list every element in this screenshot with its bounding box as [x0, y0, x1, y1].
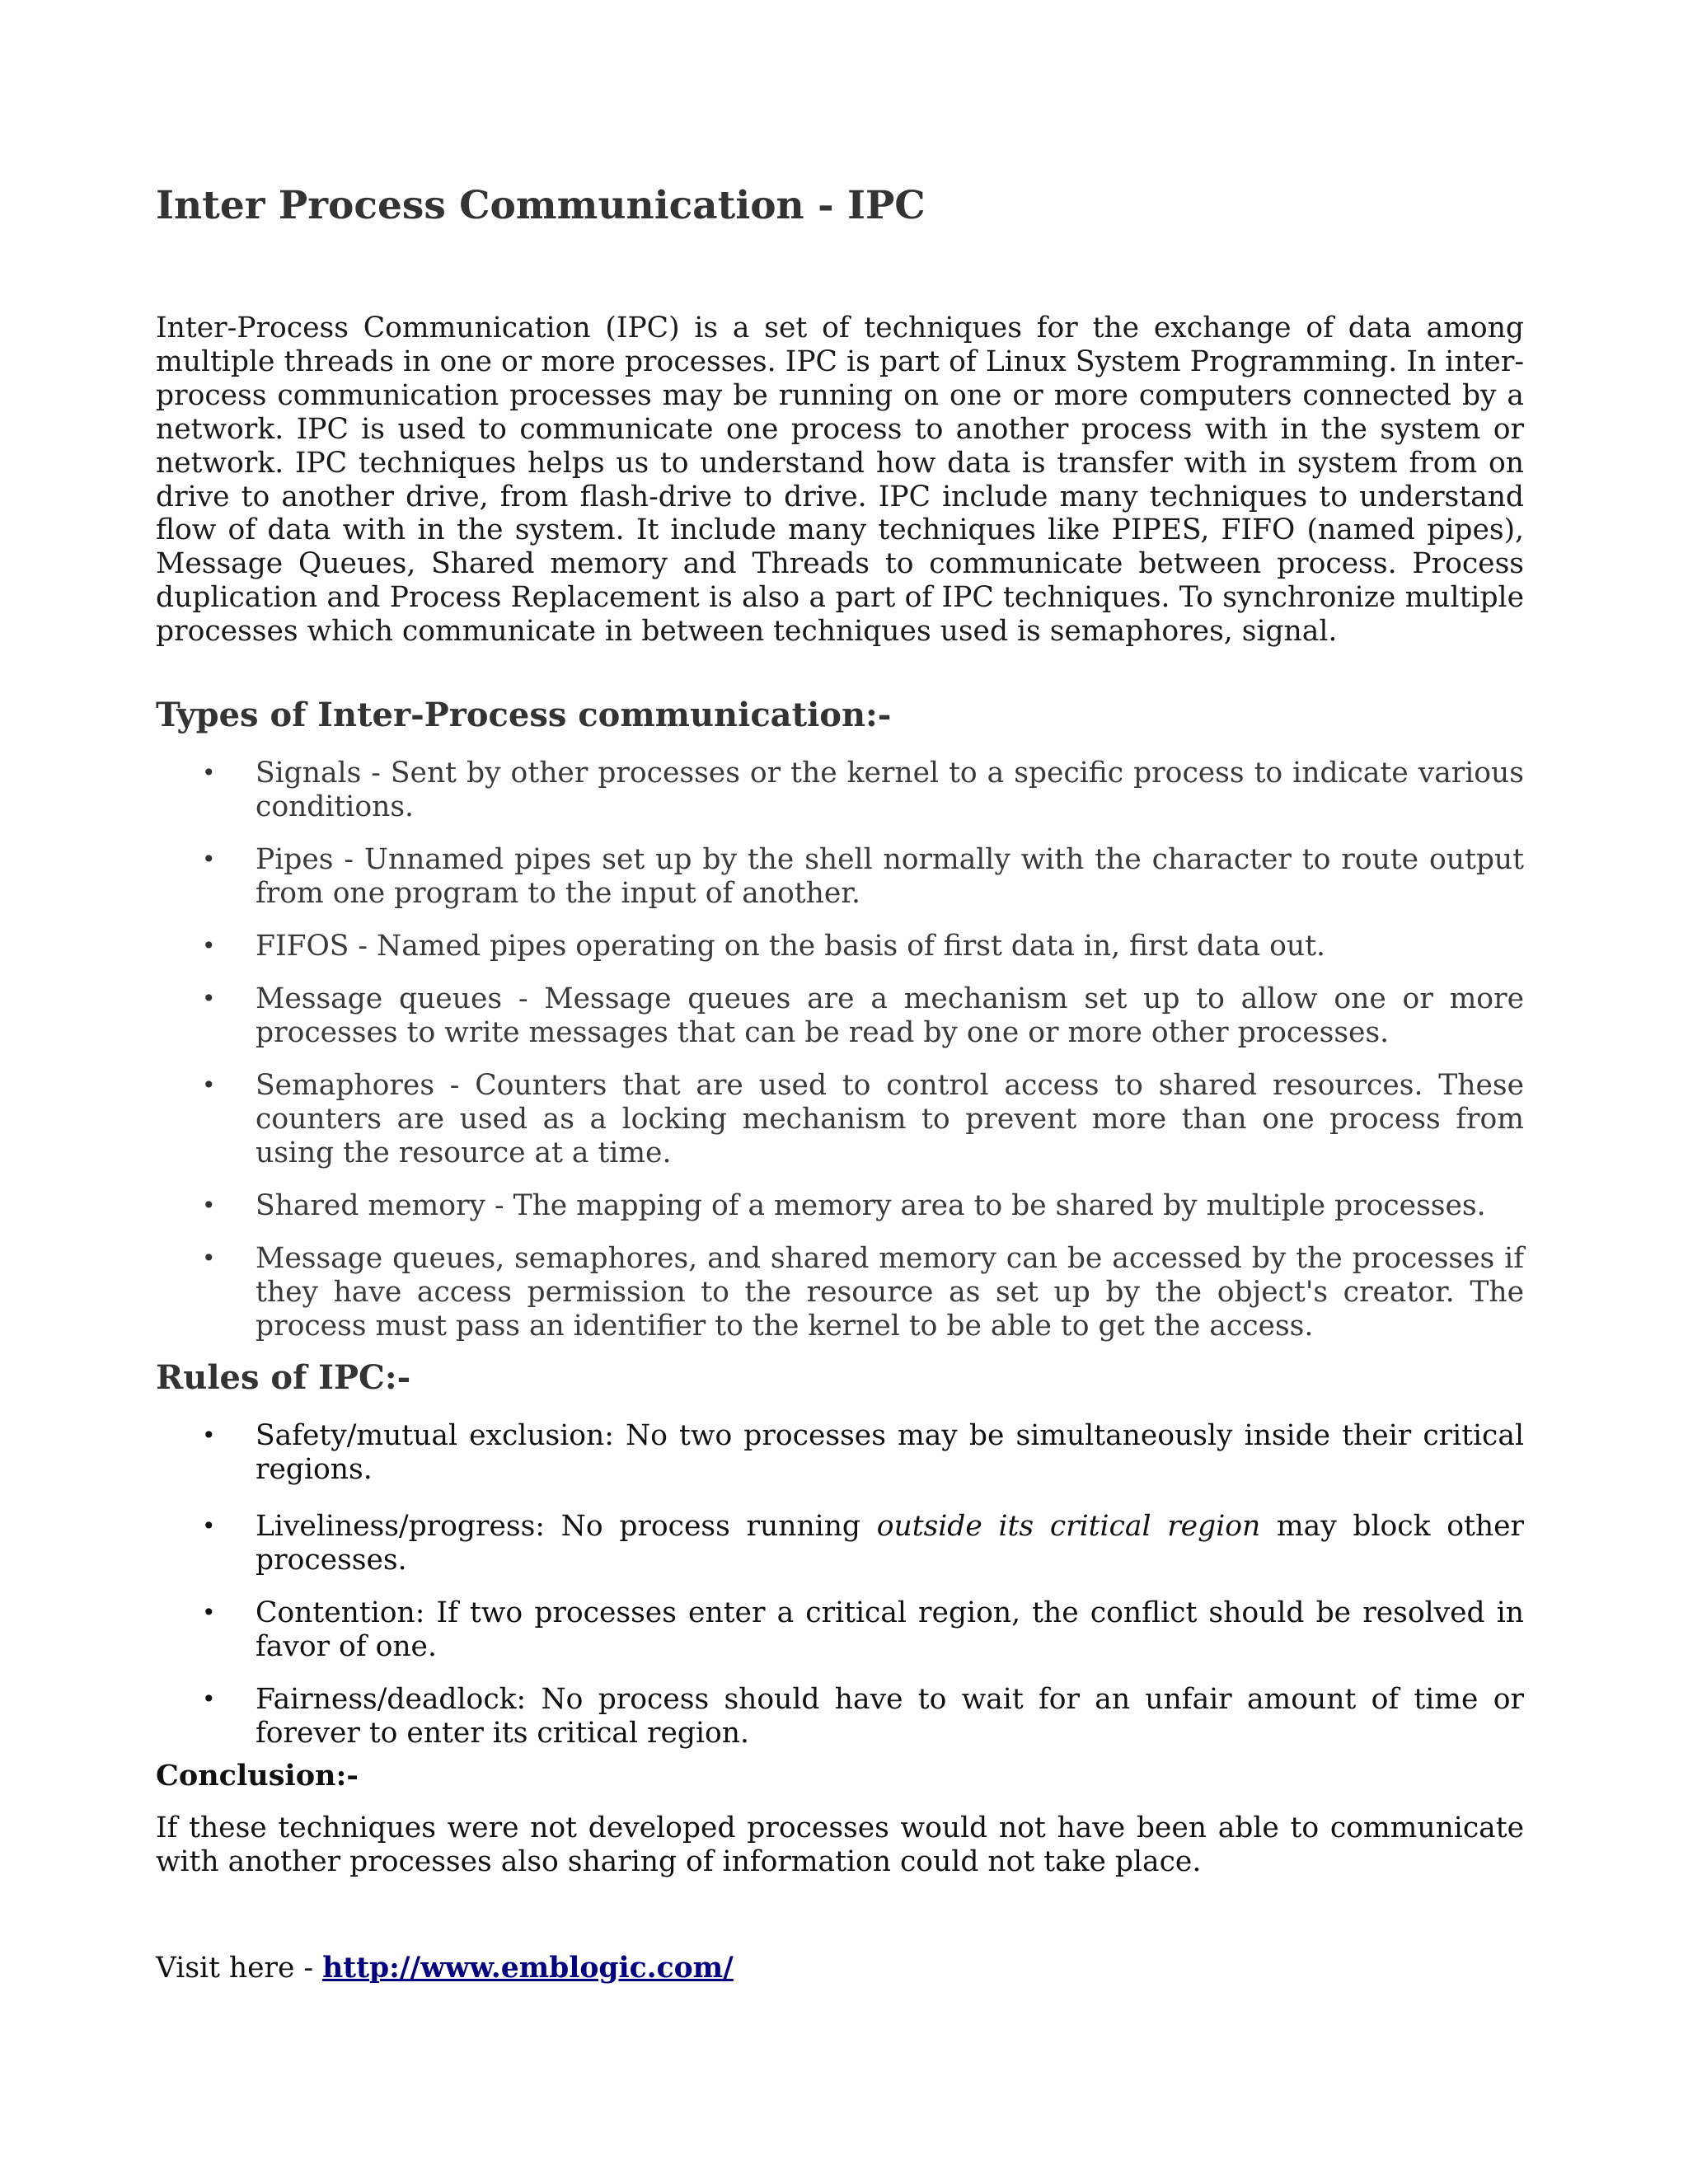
intro-paragraph: Inter-Process Communication (IPC) is a set of techniques for the exchange of data among multiple threads in one or more processes. IPC is part of Linux System Programming. In inter-process communication processes may be running on one or more computers connected by a network. IPC is used to communicate one process to another process with in the system or network. IPC techniques helps us to understand how data is transfer with in system from on drive to another drive, from flash-drive to drive. IPC include many techniques to understand flow of data with in the system. It include many techniques like PIPES, FIFO (named pipes), Message Queues, Shared memory and Threads to communicate between process. Process duplication and Process Replacement is also a part of IPC techniques. To synchronize multiple processes which communicate in between techniques used is semaphores, signal. [156, 312, 1524, 649]
bullet-icon: • [202, 932, 216, 959]
bullet-icon: • [202, 1422, 216, 1449]
bullet-icon: • [202, 985, 216, 1012]
type-pipes: Pipes - Unnamed pipes set up by the shell normally with the character to route output from one program to the input of another. [256, 843, 1524, 910]
page-title: Inter Process Communication - IPC [156, 183, 926, 228]
rule-safety: Safety/mutual exclusion: No two processes may be simultaneously inside their critical regions. [256, 1419, 1524, 1486]
bullet-icon: • [202, 1071, 216, 1099]
type-fifos: FIFOS - Named pipes operating on the basis of first data in, first data out. [256, 930, 1325, 963]
emblogic-link[interactable]: http://www.emblogic.com/ [322, 1952, 734, 1985]
bullet-icon: • [202, 1244, 216, 1272]
type-shared-memory: Shared memory - The mapping of a memory area to be shared by multiple processes. [256, 1189, 1486, 1222]
bullet-icon: • [202, 1685, 216, 1713]
types-heading: Types of Inter-Process communication:- [156, 696, 892, 734]
rule-liveliness-start: Liveliness/progress: No process running [256, 1510, 877, 1543]
type-access-note: Message queues, semaphores, and shared memory can be accessed by the processes if they have access permission to the resource as set up by the object's creator. The process must pass an identifier to the kernel to be able to get the access. [256, 1242, 1524, 1343]
type-message-queues: Message queues - Message queues are a mechanism set up to allow one or more processes to write messages that can be read by one or more other processes. [256, 982, 1524, 1049]
visit-label: Visit here - [156, 1952, 323, 1985]
rule-fairness: Fairness/deadlock: No process should have to wait for an unfair amount of time or forever to enter its critical region. [256, 1683, 1524, 1750]
visit-line [156, 1952, 734, 1985]
rule-liveliness-emphasis: outside its critical region [876, 1510, 1261, 1543]
bullet-icon: • [202, 846, 216, 873]
bullet-icon: • [202, 759, 216, 786]
type-semaphores: Semaphores - Counters that are used to control access to shared resources. These counters are used as a locking mechanism to prevent more than one process from using the resource at a time. [256, 1069, 1524, 1169]
bullet-icon: • [202, 1599, 216, 1626]
rule-contention: Contention: If two processes enter a critical region, the conflict should be resolved in favor of one. [256, 1596, 1524, 1663]
bullet-icon: • [202, 1192, 216, 1219]
bullet-icon: • [202, 1512, 216, 1540]
rule-liveliness-end: may block other processes. [256, 1510, 1524, 1577]
rule-liveliness [256, 1510, 1524, 1577]
conclusion-paragraph: If these techniques were not developed processes would not have been able to communicate with another processes also sharing of information could not take place. [156, 1811, 1524, 1878]
type-signals: Signals - Sent by other processes or the kernel to a specific process to indicate various conditions. [256, 757, 1524, 823]
conclusion-heading: Conclusion:- [156, 1759, 359, 1793]
rules-heading: Rules of IPC:- [156, 1358, 411, 1397]
